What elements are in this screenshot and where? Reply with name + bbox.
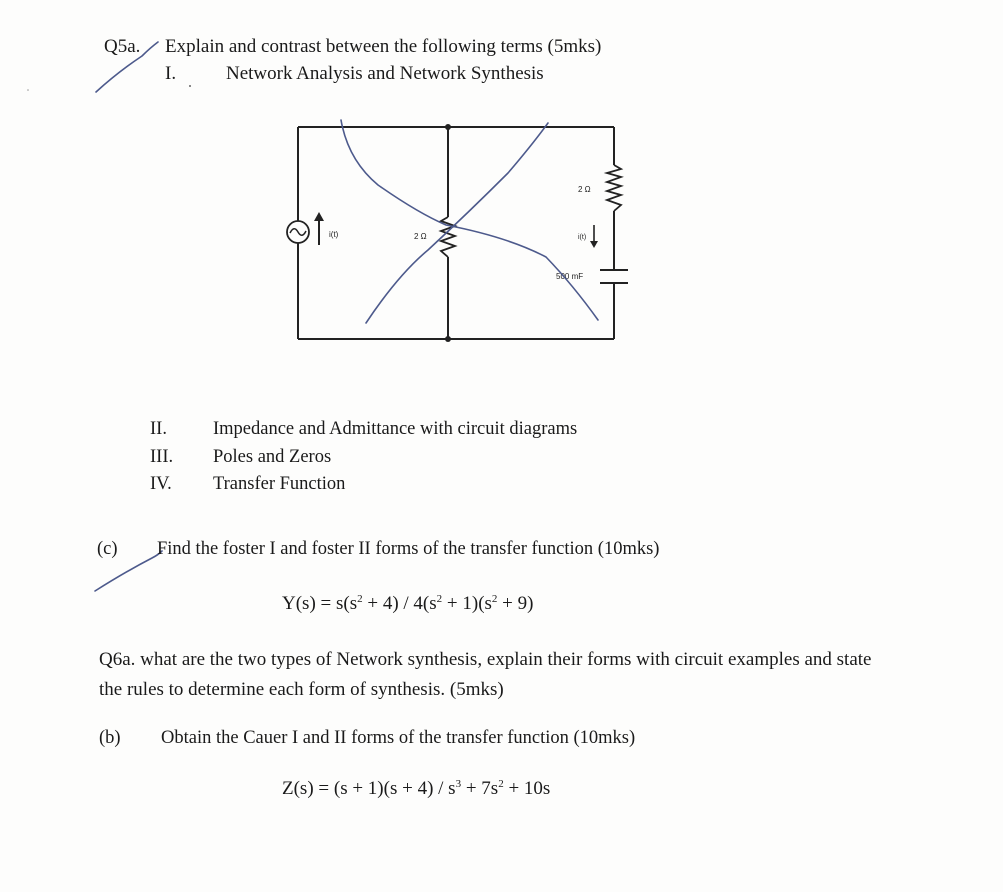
item-numeral-3: III. bbox=[150, 447, 174, 467]
capacitor-label: 500 mF bbox=[556, 272, 584, 281]
transfer-function-z: $Z(s) = (s + 1)(s + 4) / s^3 + 7s^2 + 10s$ bbox=[282, 778, 551, 799]
item-text-3: Poles and Zeros bbox=[213, 447, 332, 467]
question-label-q6b: (b) bbox=[99, 728, 121, 748]
question-text-q6b: Obtain the Cauer I and II forms of the transfer function (10mks) bbox=[161, 728, 636, 748]
question-label-q5c: (c) bbox=[97, 539, 118, 559]
current-source bbox=[287, 212, 324, 245]
right-resistor-label: 2 Ω bbox=[578, 185, 591, 194]
circuit-diagram bbox=[278, 115, 648, 350]
source-arrow-icon bbox=[314, 212, 324, 221]
item-numeral-1: I. bbox=[165, 63, 177, 84]
transfer-function-y: $Y(s) = s(s^2 + 4) / 4(s^2 + 1)(s^2 + 9)$ bbox=[282, 593, 534, 614]
question-number-q5a: Q5a. bbox=[104, 36, 141, 57]
source-current-label: i(t) bbox=[329, 230, 339, 239]
item-text-4: Transfer Function bbox=[213, 474, 346, 494]
middle-resistor-label: 2 Ω bbox=[414, 232, 427, 241]
item-text-2: Impedance and Admittance with circuit diagrams bbox=[213, 419, 578, 439]
question-text-q5c: Find the foster I and foster II forms of the transfer function (10mks) bbox=[157, 539, 660, 559]
branch-arrow-icon bbox=[590, 241, 598, 248]
tick-mark-q5a bbox=[96, 42, 158, 92]
stray-mark bbox=[27, 89, 29, 91]
item-numeral-4: IV. bbox=[150, 474, 172, 494]
right-resistor-icon bbox=[607, 165, 621, 211]
question-text-q6a: Q6a. what are the two types of Network synthesis, explain their forms with circuit examples and state the rules to determine each form of synthesis. (5mks) bbox=[99, 649, 872, 700]
pen-cross-line-2 bbox=[366, 123, 548, 323]
pen-cross-line-1 bbox=[341, 120, 598, 320]
item-text-1: Network Analysis and Network Synthesis bbox=[226, 63, 544, 84]
item-numeral-2: II. bbox=[150, 419, 167, 439]
branch-current-label: i(t) bbox=[578, 234, 587, 241]
dot-mark bbox=[189, 85, 191, 87]
question-heading-q5a: Explain and contrast between the following terms (5mks) bbox=[165, 36, 602, 57]
